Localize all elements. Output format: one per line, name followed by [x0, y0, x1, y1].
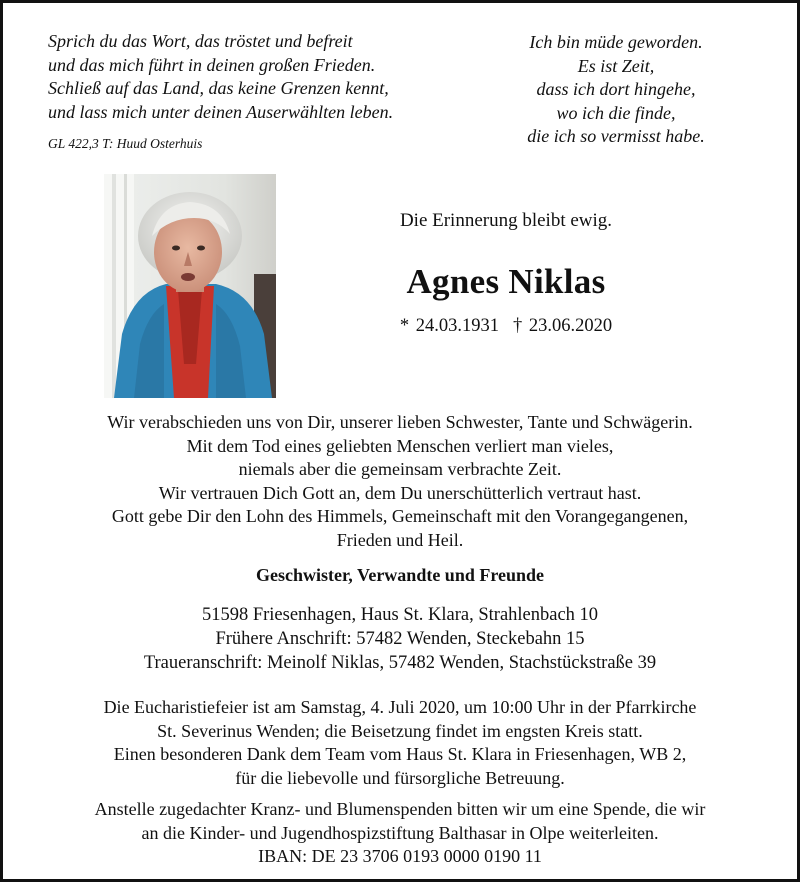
verse-left-line: Sprich du das Wort, das tröstet und befreit — [48, 31, 353, 51]
life-dates — [296, 316, 716, 337]
farewell-line: niemals aber die gemeinsam verbrachte Zeit. — [238, 459, 562, 479]
deceased-name: Agnes Niklas — [406, 262, 606, 301]
verse-source: GL 422,3 T: Huud Osterhuis — [48, 136, 203, 151]
farewell-line: Frieden und Heil. — [336, 529, 464, 550]
donation-line: Anstelle zugedachter Kranz- und Blumenspenden bitten wir um eine Spende, die wir — [94, 799, 706, 819]
service-line: St. Severinus Wenden; die Beisetzung findet im engsten Kreis statt. — [157, 720, 643, 741]
donation-info — [20, 798, 780, 869]
memory-line: Die Erinnerung bleibt ewig. — [399, 210, 613, 231]
service-line: Einen besonderen Dank dem Team vom Haus St. Klara in Friesenhagen, WB 2, — [113, 744, 687, 764]
birth-date: * 24.03.1931 — [399, 316, 499, 336]
farewell-line: Wir verabschieden uns von Dir, unserer lieben Schwester, Tante und Schwägerin. — [107, 412, 693, 432]
address-line: 51598 Friesenhagen, Haus St. Klara, Strahlenbach 10 — [201, 605, 599, 625]
signers: Geschwister, Verwandte und Freunde — [255, 565, 545, 585]
verse-right — [488, 31, 744, 149]
address-line: Frühere Anschrift: 57482 Wenden, Steckebahn 15 — [215, 629, 585, 649]
farewell-line: Mit dem Tod eines geliebten Menschen verliert man vieles, — [186, 435, 614, 456]
verse-right-line: Ich bin müde geworden. — [529, 32, 703, 52]
addresses — [20, 603, 780, 675]
farewell-line: Wir vertrauen Dich Gott an, dem Du unerschütterlich vertraut hast. — [158, 482, 642, 503]
service-info — [20, 696, 780, 790]
verse-right-line: die ich so vermisst habe. — [527, 126, 705, 146]
farewell-line: Gott gebe Dir den Lohn des Himmels, Gemeinschaft mit den Vorangegangenen, — [111, 506, 689, 526]
verse-right-line: Es ist Zeit, — [577, 55, 655, 76]
farewell-text — [20, 411, 780, 552]
iban-line: IBAN: DE 23 3706 0193 0000 0190 11 — [258, 846, 542, 866]
portrait-photo — [104, 174, 276, 398]
donation-line: an die Kinder- und Jugendhospizstiftung Balthasar in Olpe weiterleiten. — [141, 822, 659, 843]
verse-left — [48, 30, 468, 156]
service-line: Die Eucharistiefeier ist am Samstag, 4. Juli 2020, um 10:00 Uhr in der Pfarrkirche — [103, 697, 697, 717]
verse-left-line: und das mich führt in deinen großen Frieden. — [48, 54, 376, 75]
address-line: Traueranschrift: Meinolf Niklas, 57482 Wenden, Stachstückstraße 39 — [143, 653, 657, 673]
verse-right-line: dass ich dort hingehe, — [536, 79, 696, 99]
verse-left-line: und lass mich unter deinen Auserwählten leben. — [48, 101, 394, 122]
verse-right-line: wo ich die finde, — [556, 102, 676, 123]
verse-left-line: Schließ auf das Land, das keine Grenzen kennt, — [48, 78, 389, 98]
service-line: für die liebevolle und fürsorgliche Betreuung. — [235, 767, 565, 788]
death-date: † 23.06.2020 — [513, 316, 613, 336]
